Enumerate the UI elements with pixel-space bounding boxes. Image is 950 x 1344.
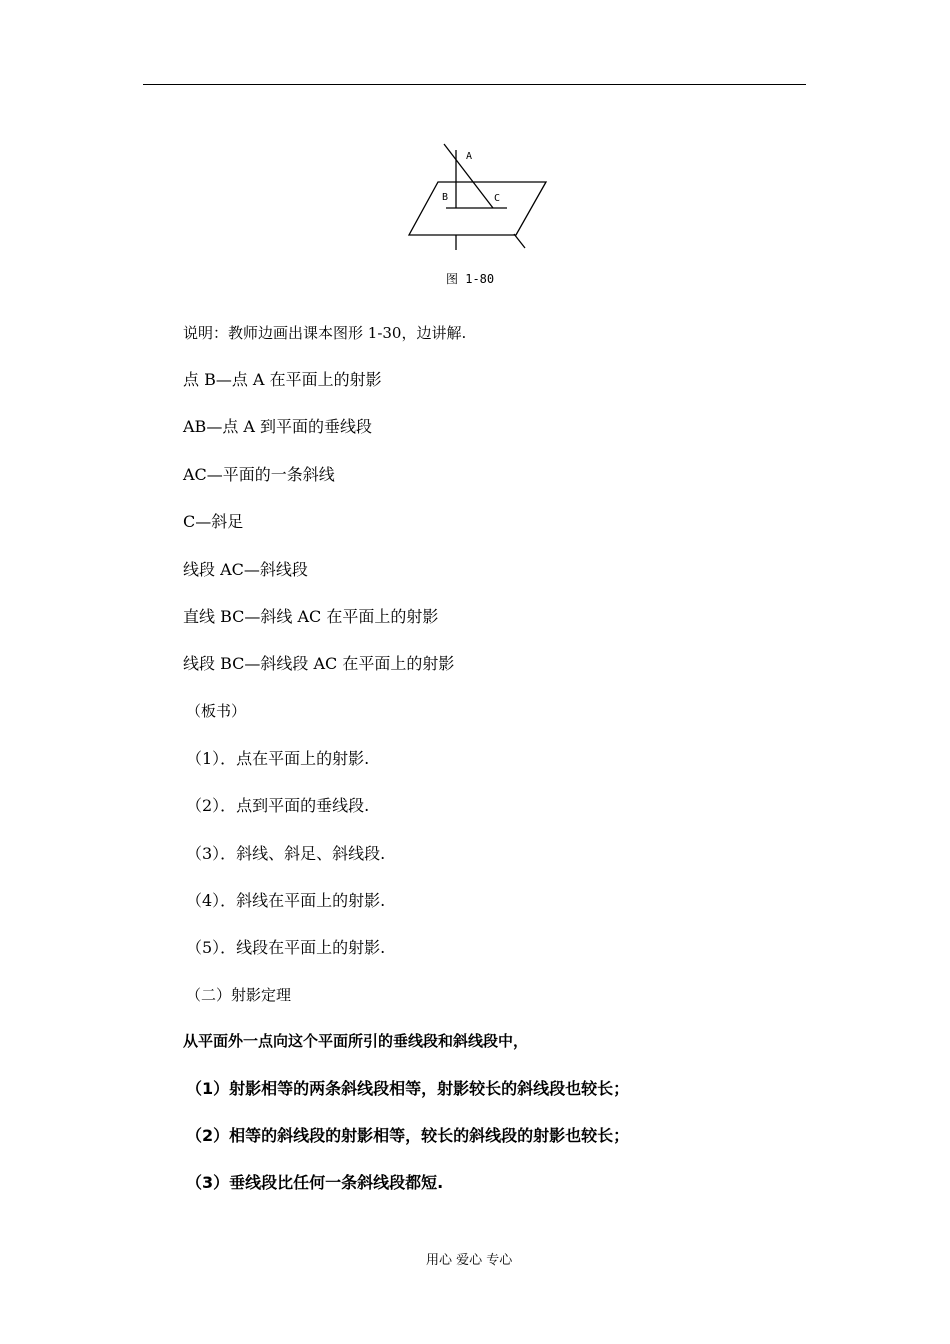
definition-line: 线段 AC—斜线段 (183, 560, 308, 579)
definition-line: C—斜足 (183, 512, 244, 531)
plane-diagram (400, 140, 560, 290)
theorem-item: （1）射影相等的两条斜线段相等，射影较长的斜线段也较长； (186, 1079, 630, 1098)
definition-line: AB—点 A 到平面的垂线段 (183, 417, 373, 436)
label-b: B (442, 192, 449, 203)
board-label: （板书） (186, 702, 247, 720)
oblique-line-extension (514, 234, 525, 248)
theorem-intro: 从平面外一点向这个平面所引的垂线段和斜线段中， (183, 1032, 529, 1050)
board-item: （5）．线段在平面上的射影. (186, 938, 386, 957)
intro-text: 说明：教师边画出课本图形 1-30，边讲解. (183, 324, 467, 342)
header-rule (143, 84, 806, 85)
page-footer: 用心 爱心 专心 (426, 1253, 513, 1268)
board-item: （3）．斜线、斜足、斜线段. (186, 844, 386, 863)
figure-caption: 图 1-80 (446, 272, 495, 286)
board-item: （4）．斜线在平面上的射影. (186, 891, 386, 910)
theorem-item: （2）相等的斜线段的射影相等，较长的斜线段的射影也较长； (186, 1126, 630, 1145)
definition-line: 线段 BC—斜线段 AC 在平面上的射影 (183, 654, 455, 673)
definition-line: 直线 BC—斜线 AC 在平面上的射影 (183, 607, 439, 626)
section-title: （二）射影定理 (186, 986, 292, 1004)
definition-line: AC—平面的一条斜线 (183, 465, 335, 484)
board-item: （2）．点到平面的垂线段. (186, 796, 370, 815)
theorem-item: （3）垂线段比任何一条斜线段都短. (186, 1173, 444, 1192)
label-c: C (494, 193, 501, 204)
geometry-figure (400, 140, 560, 290)
label-a: A (466, 151, 473, 162)
definition-line: 点 B—点 A 在平面上的射影 (183, 370, 382, 389)
board-item: （1）．点在平面上的射影. (186, 749, 370, 768)
